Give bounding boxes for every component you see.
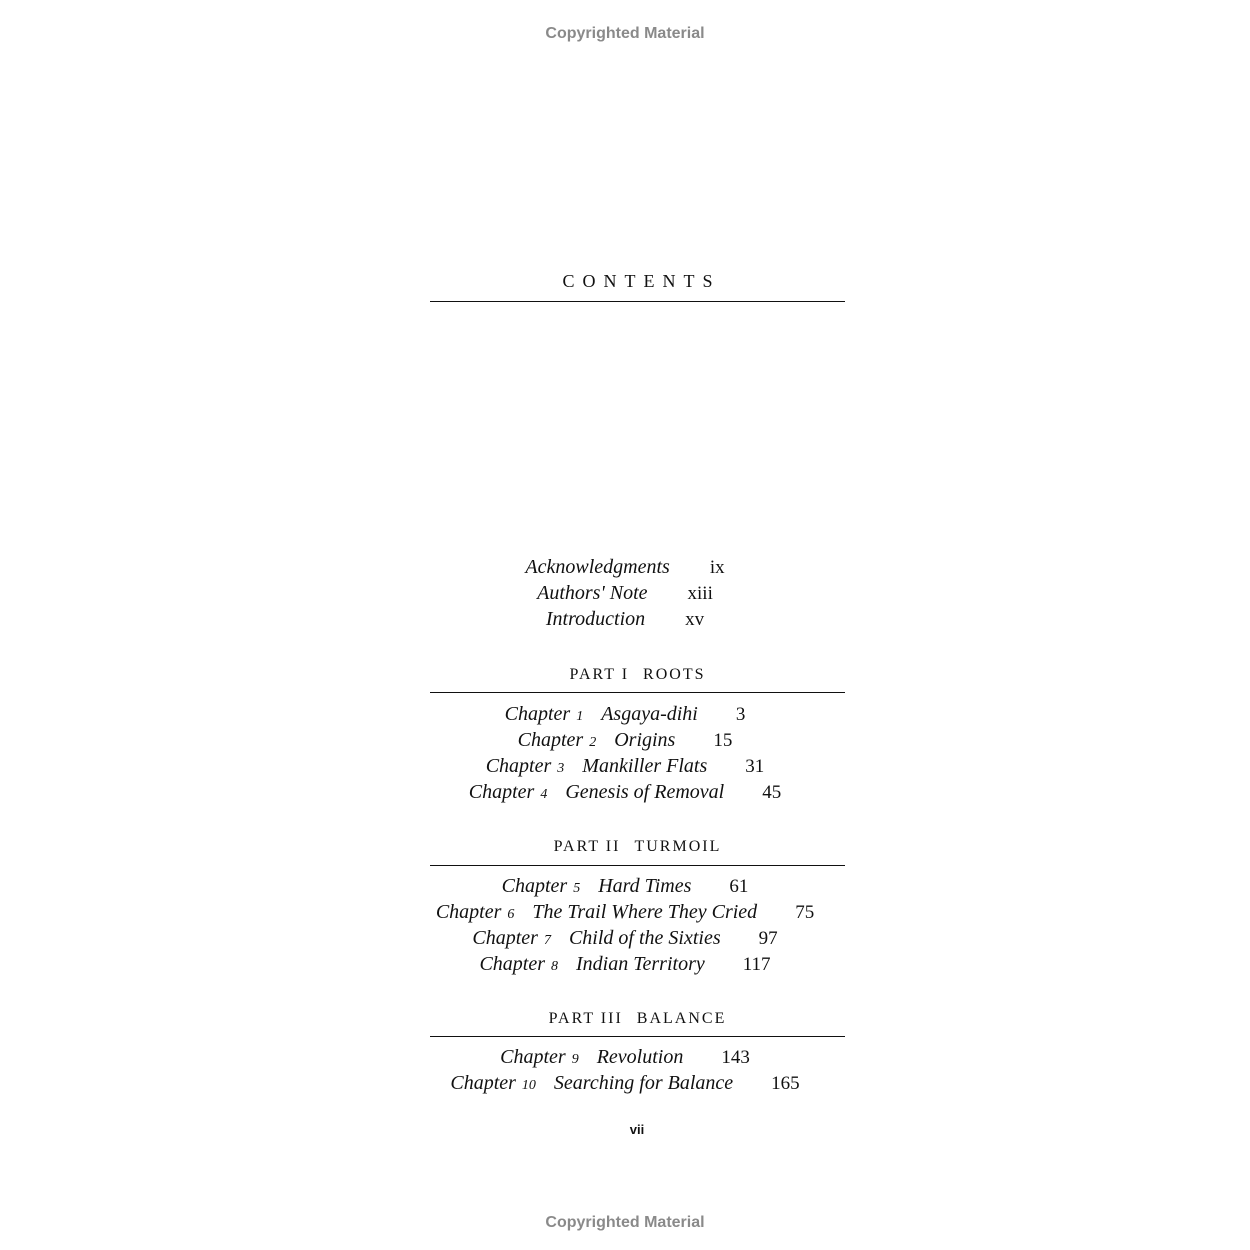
entry-page: ix bbox=[709, 557, 725, 578]
chapter-label: Chapter bbox=[504, 703, 571, 725]
toc-chapter-10[interactable] bbox=[0, 1072, 1250, 1095]
contents-heading: CONTENTS bbox=[562, 271, 721, 291]
toc-chapter-1[interactable] bbox=[0, 703, 1250, 726]
part-name: TURMOIL bbox=[634, 838, 722, 855]
chapter-title: Origins bbox=[614, 729, 676, 751]
chapter-title: The Trail Where They Cried bbox=[532, 901, 758, 923]
part-rule bbox=[430, 865, 845, 866]
part-name: ROOTS bbox=[643, 666, 706, 683]
chapter-label: Chapter bbox=[435, 901, 502, 923]
chapter-number: 10 bbox=[521, 1078, 536, 1093]
copyright-watermark-bottom: Copyrighted Material bbox=[545, 1214, 705, 1231]
chapter-number: 1 bbox=[576, 709, 584, 724]
entry-page: xv bbox=[685, 609, 705, 630]
part-name: BALANCE bbox=[636, 1010, 727, 1027]
contents-rule bbox=[430, 301, 845, 302]
part-heading-turmoil bbox=[430, 838, 845, 856]
chapter-number: 2 bbox=[589, 735, 597, 750]
chapter-number: 9 bbox=[571, 1052, 579, 1067]
chapter-title: Indian Territory bbox=[576, 953, 705, 975]
entry-title: Introduction bbox=[545, 608, 646, 630]
toc-chapter-6[interactable] bbox=[0, 901, 1250, 924]
chapter-label: Chapter bbox=[517, 729, 584, 751]
chapter-title: Child of the Sixties bbox=[568, 927, 721, 949]
toc-chapter-9[interactable] bbox=[0, 1046, 1250, 1069]
part-label: PART I bbox=[569, 666, 630, 683]
toc-chapter-3[interactable] bbox=[0, 755, 1250, 778]
chapter-page: 143 bbox=[721, 1047, 750, 1068]
chapter-label: Chapter bbox=[468, 781, 535, 803]
chapter-label: Chapter bbox=[472, 927, 538, 949]
part-heading-roots bbox=[430, 666, 845, 684]
entry-title: Authors' Note bbox=[537, 582, 648, 604]
chapter-label: Chapter bbox=[450, 1072, 516, 1094]
part-label: PART III bbox=[548, 1010, 623, 1027]
chapter-title: Hard Times bbox=[598, 875, 692, 897]
chapter-label: Chapter bbox=[485, 755, 552, 777]
chapter-number: 5 bbox=[573, 881, 581, 896]
chapter-label: Chapter bbox=[479, 953, 546, 975]
chapter-page: 117 bbox=[742, 954, 771, 975]
chapter-title: Mankiller Flats bbox=[582, 755, 708, 777]
part-heading-balance bbox=[430, 1010, 845, 1028]
chapter-label: Chapter bbox=[500, 1046, 566, 1068]
chapter-title: Searching for Balance bbox=[553, 1072, 734, 1094]
toc-chapter-5[interactable] bbox=[0, 875, 1250, 898]
chapter-page: 75 bbox=[795, 902, 815, 923]
part-label: PART II bbox=[553, 838, 621, 855]
toc-entry-authors-note[interactable] bbox=[0, 582, 1250, 605]
page-number: vii bbox=[629, 1122, 645, 1137]
chapter-label: Chapter bbox=[501, 875, 568, 897]
chapter-number: 4 bbox=[540, 787, 548, 802]
chapter-title: Revolution bbox=[596, 1046, 684, 1068]
toc-chapter-7[interactable] bbox=[0, 927, 1250, 950]
chapter-page: 31 bbox=[745, 756, 765, 777]
toc-entry-acknowledgments[interactable] bbox=[0, 556, 1250, 579]
part-rule bbox=[430, 692, 845, 693]
chapter-number: 7 bbox=[543, 933, 551, 948]
chapter-page: 97 bbox=[758, 928, 778, 949]
chapter-page: 15 bbox=[713, 730, 733, 751]
chapter-page: 165 bbox=[771, 1073, 800, 1094]
chapter-number: 6 bbox=[507, 907, 515, 922]
part-rule bbox=[430, 1036, 845, 1037]
chapter-page: 3 bbox=[735, 704, 746, 725]
toc-chapter-4[interactable] bbox=[0, 781, 1250, 804]
chapter-page: 61 bbox=[729, 876, 749, 897]
entry-title: Acknowledgments bbox=[525, 556, 670, 578]
copyright-watermark-top: Copyrighted Material bbox=[545, 25, 705, 42]
toc-chapter-8[interactable] bbox=[0, 953, 1250, 976]
chapter-number: 8 bbox=[551, 959, 559, 974]
toc-chapter-2[interactable] bbox=[0, 729, 1250, 752]
chapter-page: 45 bbox=[762, 782, 782, 803]
entry-page: xiii bbox=[687, 583, 713, 604]
toc-entry-introduction[interactable] bbox=[0, 608, 1250, 631]
chapter-title: Asgaya-dihi bbox=[601, 703, 698, 725]
chapter-number: 3 bbox=[557, 761, 565, 776]
chapter-title: Genesis of Removal bbox=[565, 781, 725, 803]
